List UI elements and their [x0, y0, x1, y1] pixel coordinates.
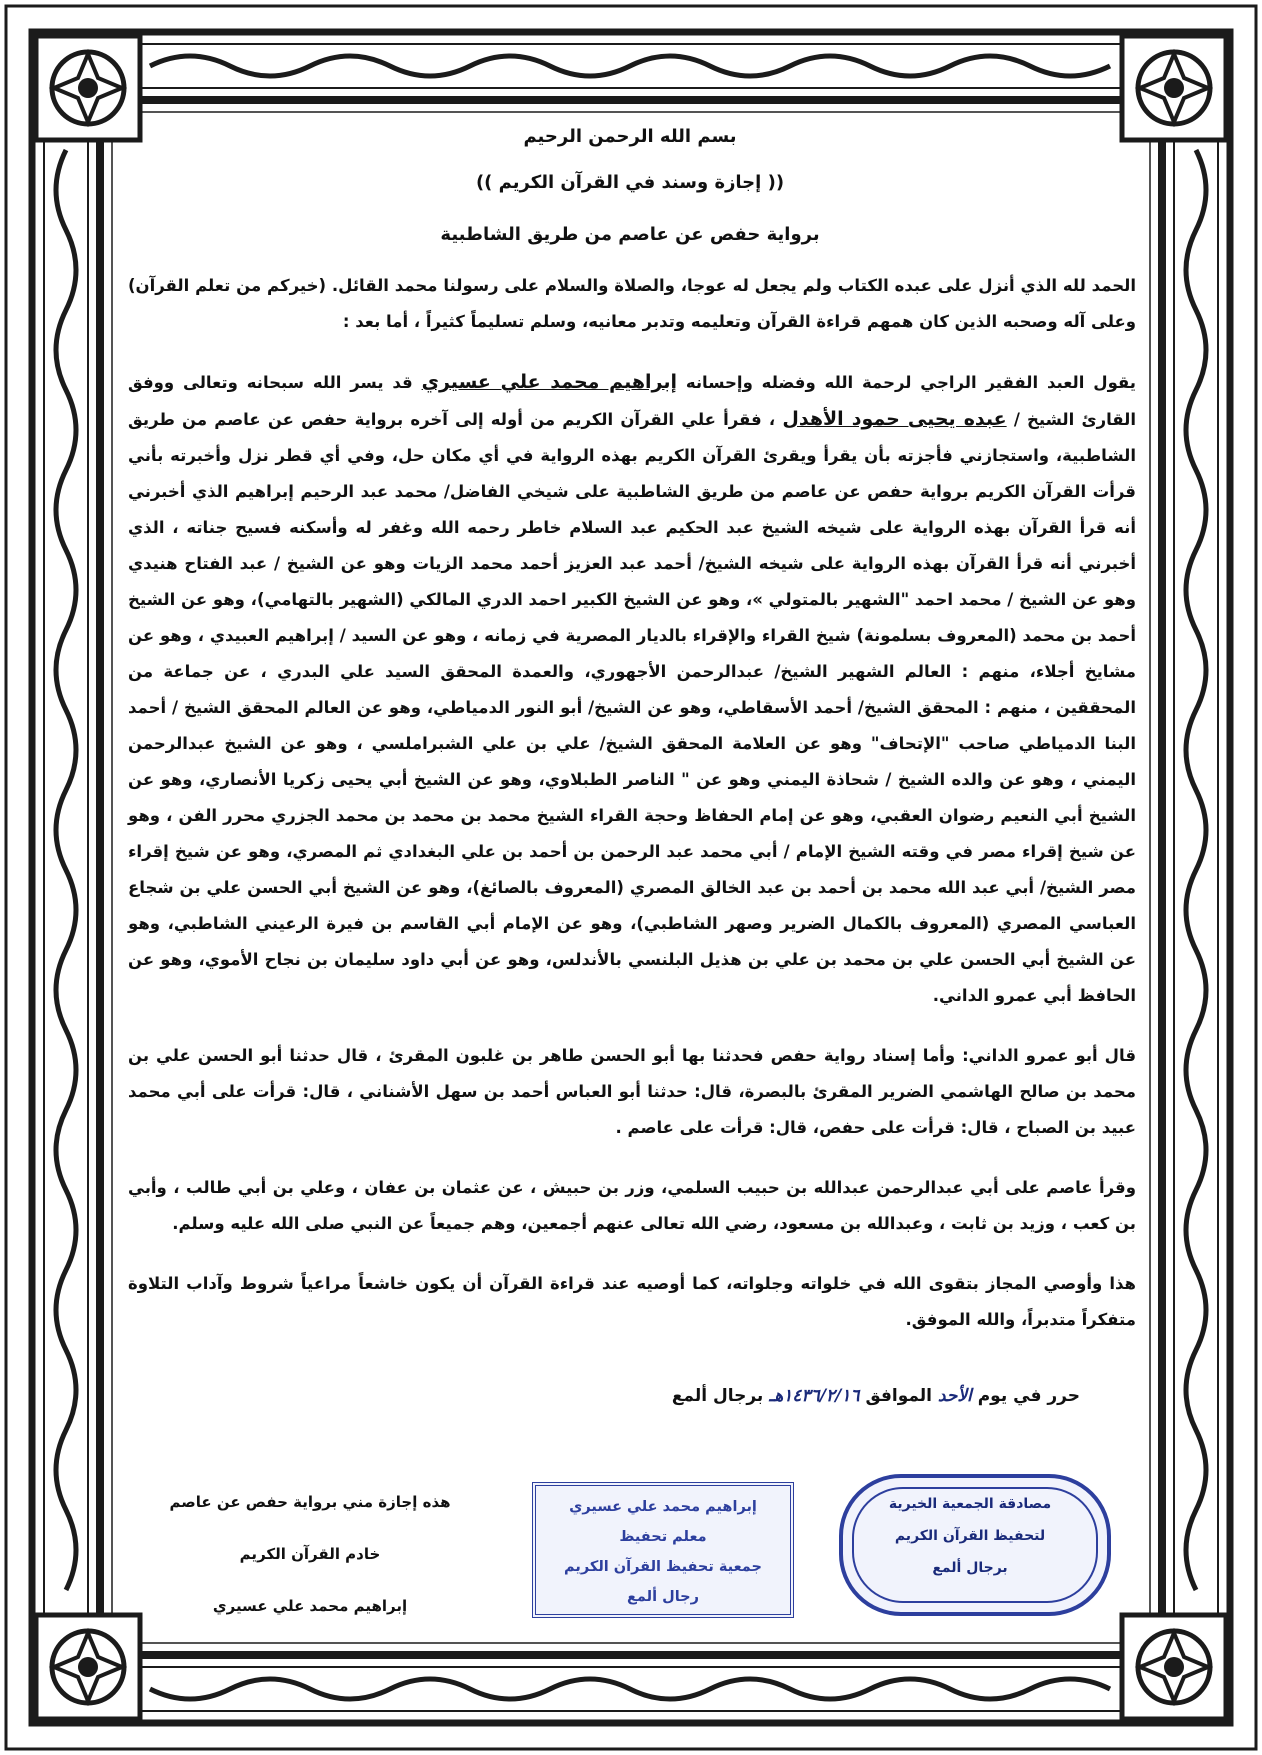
signature-line-1: هذه إجازة مني برواية حفص عن عاصم — [169, 1493, 451, 1511]
signature-line-2: خادم القرآن الكريم — [239, 1545, 381, 1563]
stamp-box-line-4: رجال ألمع — [627, 1589, 699, 1605]
dani-paragraph: قال أبو عمرو الداني: وأما إسناد رواية حفص فحدثنا بها أبو الحسن طاهر بن غلبون المقرئ ، قال حدثنا أبو الحسن علي بن محمد بن صالح الهاشمي الضرير المقرئ بالبصرة، قال: حدثنا أبو العباس أحمد بن سهل الأشناني ، قال: قرأت على أبي محمد عبيد بن الصباح ، قال: قرأت على حفص، قال: قرأت على عاصم . — [128, 1046, 1136, 1137]
chain-mid: قد يسر الله سبحانه وتعالى ووفق القارئ الشيخ / — [128, 373, 1137, 429]
seal-line-2: لتحفيظ القرآن الكريم — [894, 1528, 1046, 1544]
opening-paragraph: الحمد لله الذي أنزل على عبده الكتاب ولم يجعل له عوجا، والصلاة والسلام على رسولنا محمد القائل. (خيركم من تعلم القرآن) وعلى آله وصحبه الذين كان همهم قراءة القرآن وتعليمه وتدبر معانيه، وسلم تسليماً كثيراً ، أما بعد : — [128, 276, 1136, 331]
date-prefix: حرر في يوم — [977, 1386, 1080, 1406]
signature-line-3: إبراهيم محمد علي عسيري — [212, 1597, 408, 1615]
seal-line-1: مصادقة الجمعية الخيرية — [888, 1496, 1052, 1512]
certificate-title: (( إجازة وسند في القرآن الكريم )) — [475, 172, 785, 193]
signature-block — [130, 1476, 490, 1632]
basmala: بسم الله الرحمن الرحيم — [523, 126, 737, 147]
corner-rosette-icon — [1122, 1615, 1226, 1719]
certificate-body — [128, 268, 1136, 1362]
chain-text: ، فقرأ علي القرآن الكريم من أوله إلى آخره برواية حفص عن عاصم من طريق الشاطبية، واستجازني فأجزته بأن يقرأ ويقرئ القرآن الكريم بهذه الرواية في أي مكان حل، وفي أي قطر نزل وأخبرته بأني قرأت القرآن الكريم برواية حفص عن عاصم من طريق الشاطبية على شيخي الفاضل/ محمد عبد الرحيم إبراهيم الذي أخبرني أنه قرأ القرآن بهذه الرواية على شيخه الشيخ عبد الحكيم عبد السلام خاطر رحمه الله وغفر له وأسكنه فسيح جناته ، الذي أخبرني أنه قرأ القرآن بهذه الرواية على شيخه الشيخ/ أحمد عبد العزيز أحمد محمد الزيات وهو عن الشيخ / عبد الفتاح هنيدي وهو عن الشيخ / محمد احمد "الشهير بالمتولي »، وهو عن الشيخ الكبير احمد الدري المالكي (الشهير بالتهامي)، وهو عن الشيخ أحمد بن محمد (المعروف بسلمونة) شيخ القراء والإقراء بالديار المصرية في زمانه ، وهو عن السيد / إبراهيم العبيدي ، وهو عن مشايخ أجلاء، منهم : العالم الشهير الشيخ/ عبدالرحمن الأجهوري، والعمدة المحقق السيد علي البدري ، عن جماعة من المحققين ، منهم : المحقق الشيخ/ أحمد الأسقاطي، وهو عن الشيخ/ أبو النور الدمياطي، وهو عن العالم المحقق الشيخ / أحمد البنا الدمياطي صاحب "الإتحاف" وهو عن العلامة المحقق الشيخ/ علي بن علي الشبراملسي ، وهو عن الشيخ عبدالرحمن اليمني ، وهو عن والده الشيخ / شحاذة اليمني وهو عن " الناصر الطبلاوي، وهو عن الشيخ أبي يحيى زكريا الأنصاري، وهو عن الشيخ أبي النعيم رضوان العقبي، وهو عن إمام الحفاظ وحجة القراء الشيخ محمد بن محمد بن محمد الجزري محرر الفن ، وهو عن شيخ إقراء مصر في وقته الشيخ الإمام / أبي محمد عبد الرحمن بن أحمد بن علي البغدادي ثم المصري، وهو عن شيخ إقراء مصر الشيخ/ أبي عبد الله محمد بن أحمد بن عبد الخالق المصري (المعروف بالصائغ)، وهو عن الشيخ أبي الحسن علي بن شجاع العباسي المصري (المعروف بالكمال الضرير وصهر الشاطبي)، وهو عن الإمام أبي القاسم بن فيرة الرعيني الشاطبي، وهو عن الشيخ أبي الحسن علي بن محمد بن علي بن هذيل البلنسي بالأندلس، وهو عن أبي داود سليمان بن نجاح الأموي، وهو عن الحافظ أبي عمرو الداني. — [128, 410, 1136, 1005]
weekday-handwritten: الأحد — [937, 1386, 972, 1406]
stamp-box-line-3: جمعية تحفيظ القرآن الكريم — [564, 1559, 762, 1575]
stamp-box-line-1: إبراهيم محمد علي عسيري — [569, 1499, 757, 1515]
asim-paragraph: وقرأ عاصم على أبي عبدالرحمن عبدالله بن حبيب السلمي، وزر بن حبيش ، عن عثمان بن عفان ، وعلي بن أبي طالب ، وأبي بن كعب ، وزيد بن ثابت ، وعبدالله بن مسعود، رضي الله تعالى عنهم أجمعين، وهم جميعاً عن النبي صلى الله عليه وسلم. — [128, 1178, 1136, 1233]
chain-paragraph — [128, 364, 1136, 1014]
stamp-box-line-2: معلم تحفيظ — [619, 1529, 707, 1545]
corner-rosette-icon — [36, 1615, 140, 1719]
certificate-subtitle: برواية حفص عن عاصم من طريق الشاطبية — [440, 224, 820, 245]
date-middle: الموافق — [865, 1386, 932, 1406]
teacher-name: إبراهيم محمد علي عسيري — [421, 371, 677, 393]
corner-rosette-icon — [1122, 36, 1226, 140]
date-value: ١٤٣٦/٢/١٦هـ — [769, 1386, 860, 1406]
chain-intro: يقول العبد الفقير الراجي لرحمة الله وفضله وإحسانه — [685, 373, 1136, 392]
date-line — [260, 1386, 1080, 1406]
seal-text — [860, 1488, 1080, 1584]
advice-paragraph: هذا وأوصي المجاز بتقوى الله في خلواته وجلواته، كما أوصيه عند قراءة القرآن أن يكون خاشعاً مراعياً شروط وآداب التلاوة متفكراً متدبراً، والله الموفق. — [128, 1274, 1136, 1329]
date-place: برجال ألمع — [671, 1386, 764, 1406]
teacher-stamp — [532, 1482, 794, 1618]
seal-line-3: برجال ألمع — [932, 1560, 1008, 1576]
corner-rosette-icon — [36, 36, 140, 140]
student-name: عبده يحيى حمود الأهدل — [782, 408, 1007, 430]
